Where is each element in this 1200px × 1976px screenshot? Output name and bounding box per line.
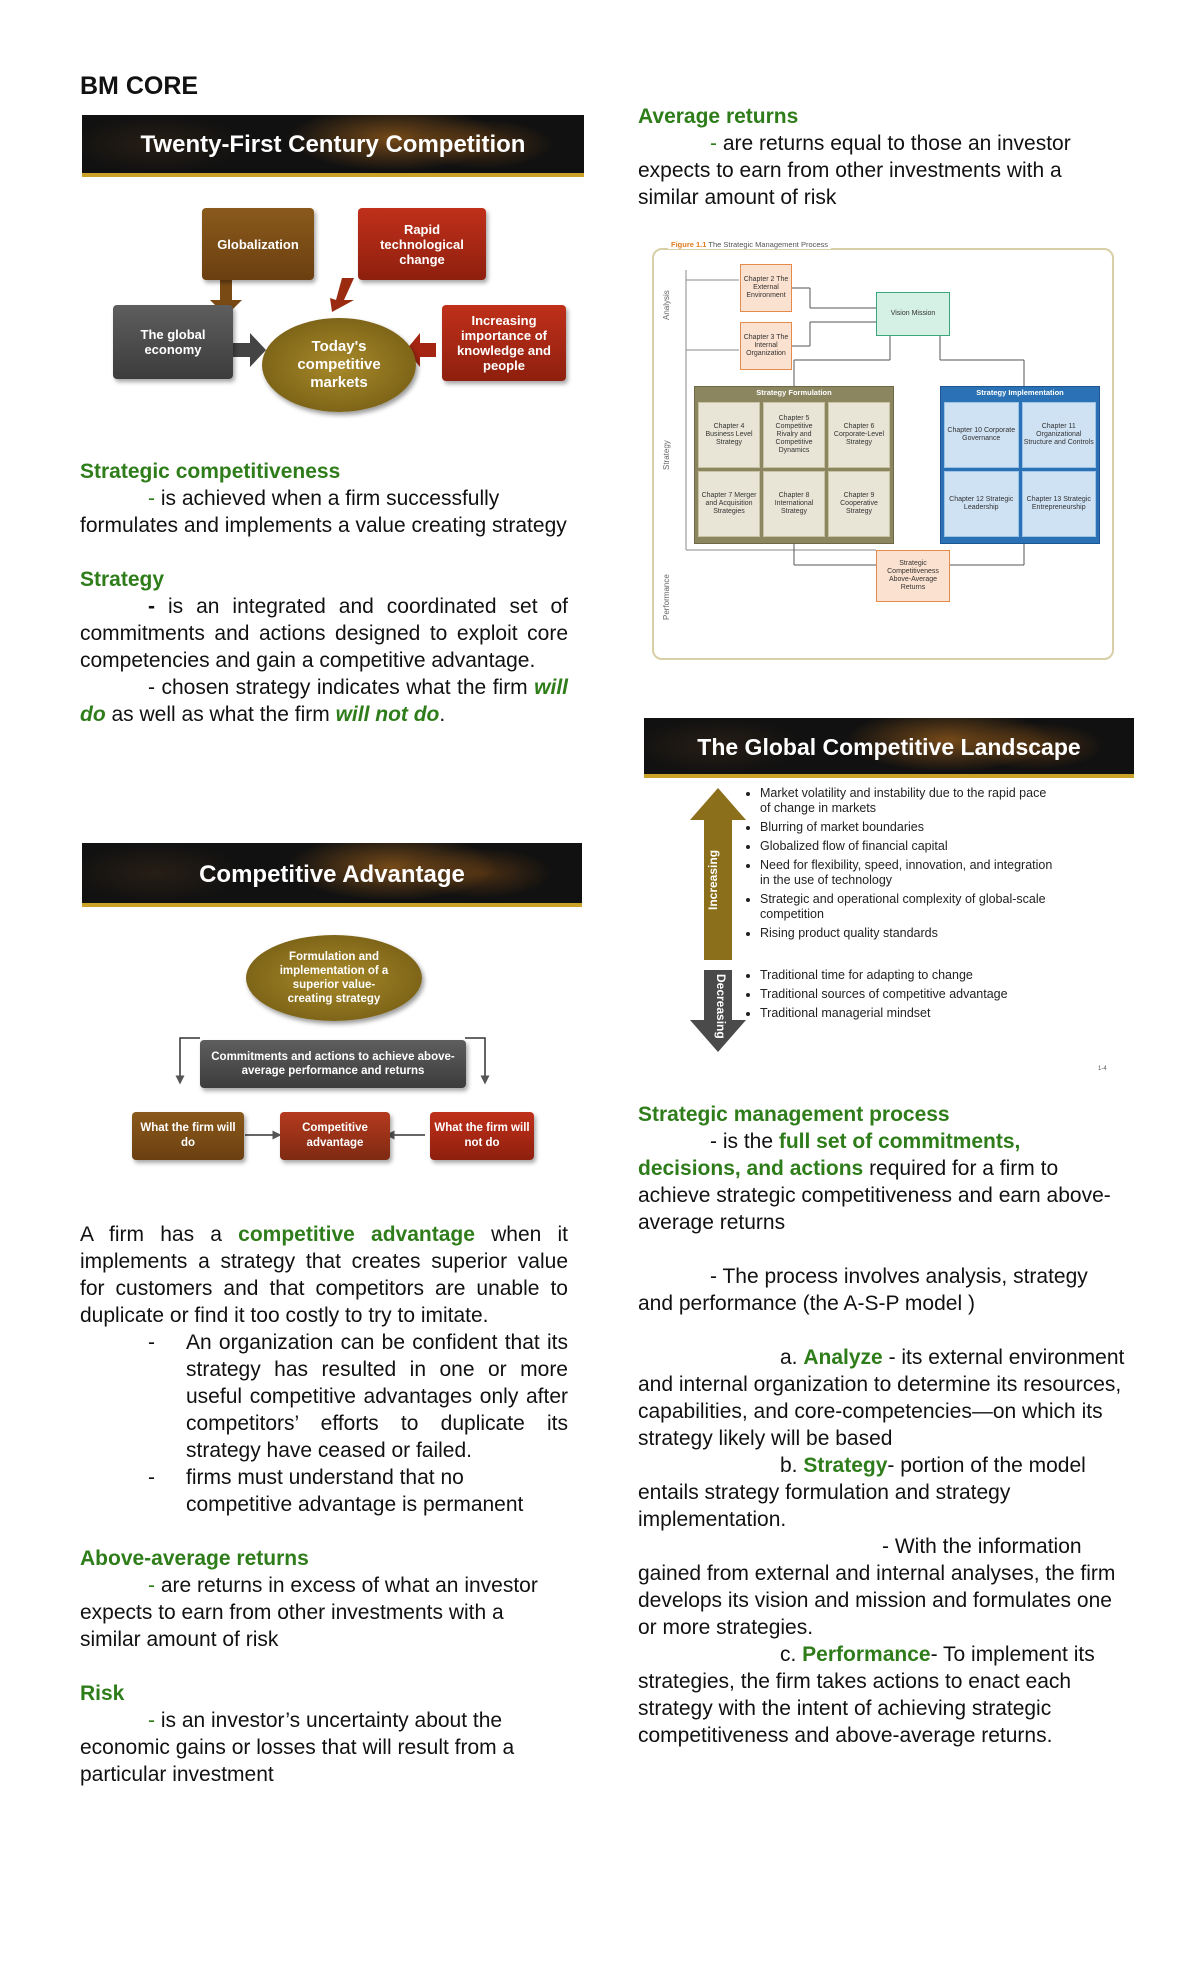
risk-heading: Risk xyxy=(80,1682,125,1705)
chapter2-box: Chapter 2 The External Environment xyxy=(740,264,792,312)
chapter3-box: Chapter 3 The Internal Organization xyxy=(740,322,792,370)
smp-term: full set of commitments, decisions, and actions xyxy=(638,1130,1021,1180)
average-returns-heading: Average returns xyxy=(638,105,799,128)
strategy-implementation-block xyxy=(940,386,1100,544)
chapter12-box: Chapter 12 Strategic Leadership xyxy=(944,471,1019,537)
ca-bullet-1 xyxy=(80,1329,568,1464)
side-label-performance: Performance xyxy=(662,574,671,620)
ca-pre: A firm has a xyxy=(80,1223,239,1246)
bullet-dash: - xyxy=(148,1331,155,1354)
analyze-label: a. xyxy=(780,1346,804,1369)
increasing-label: Increasing xyxy=(706,849,720,910)
slide2-title: Competitive Advantage xyxy=(199,861,465,888)
increasing-item: • Blurring of market boundaries xyxy=(760,820,1060,835)
smp-asp: - The process involves analysis, strategy and performance (the A-S-P model ) xyxy=(638,1265,1088,1315)
ca-bullet-2 xyxy=(80,1464,568,1518)
strategy-text: is an integrated and coordinated set of commitments and actions designed to exploit core competencies and gain a competitive advantage. xyxy=(80,595,569,672)
performance-key: Performance xyxy=(802,1643,931,1666)
slide2-banner xyxy=(82,843,582,907)
avg-dash: - xyxy=(710,132,723,155)
side-label-analysis: Analysis xyxy=(662,290,671,320)
implementation-title: Strategy Implementation xyxy=(976,388,1064,397)
global-economy-box: The global economy xyxy=(113,305,233,379)
rapid-change-box: Rapid technological change xyxy=(358,208,486,280)
strategy-def xyxy=(80,593,568,674)
strategic-competitiveness-heading: Strategic competitiveness xyxy=(80,460,341,483)
analyze-text: - its external environment and internal organization to determine its resources, capabilities, and core-competencies—on which its strategy likely will be based xyxy=(638,1346,1125,1450)
formulation-title: Strategy Formulation xyxy=(756,388,832,397)
slide3-page-number: 1-4 xyxy=(1098,1066,1107,1072)
chapter4-box: Chapter 4 Business Level Strategy xyxy=(698,402,760,468)
increasing-importance-box: Increasing importance of knowledge and people xyxy=(442,305,566,381)
arrow-rapid xyxy=(330,278,354,312)
will-do-box: What the firm will do xyxy=(132,1112,244,1160)
risk-def xyxy=(80,1707,568,1788)
will-do-end: . xyxy=(439,703,446,726)
smp-heading: Strategic management process xyxy=(638,1103,950,1126)
figure-number: Figure 1.1 xyxy=(671,240,707,249)
ca-term: competitive advantage xyxy=(238,1223,475,1246)
slide3-title: The Global Competitive Landscape xyxy=(697,734,1081,760)
slide1-title: Twenty-First Century Competition xyxy=(140,131,526,158)
average-returns-def xyxy=(638,130,1128,211)
will-do-mid: as well as what the firm xyxy=(105,703,336,726)
chapter10-box: Chapter 10 Corporate Governance xyxy=(944,402,1019,468)
smp-pre: - is the xyxy=(710,1130,779,1153)
chapter5-box: Chapter 5 Competitive Rivalry and Competitive Dynamics xyxy=(763,402,825,468)
above-average-heading: Above-average returns xyxy=(80,1547,309,1570)
ca-bullet-text: An organization can be confident that its strategy has resulted in one or more useful competitive advantages only after competitors’ efforts to duplicate its strategy have ceased or failed. xyxy=(186,1331,568,1462)
decreasing-label: Decreasing xyxy=(714,974,728,1039)
chapter11-box: Chapter 11 Organizational Structure and Controls xyxy=(1022,402,1097,468)
slide1-banner xyxy=(82,115,584,177)
increasing-list xyxy=(742,786,1060,945)
ca-bullet-text: firms must understand that no competitive advantage is permanent xyxy=(186,1466,524,1516)
left-column-top xyxy=(80,458,568,728)
smp-def xyxy=(638,1128,1128,1236)
figure-caption xyxy=(668,240,831,249)
right-column-top xyxy=(638,103,1128,211)
outcome-box: Strategic Competitiveness Above-Average Returns xyxy=(876,550,950,602)
formulation-oval: Formulation and implementation of a superior value-creating strategy xyxy=(246,935,422,1021)
commitments-bar: Commitments and actions to achieve above-average performance and returns xyxy=(200,1040,466,1088)
ca-text: when it implements a strategy that creates superior value for customers and that competitors are unable to duplicate or find it too costly to try to imitate. xyxy=(80,1223,568,1327)
strategy-text-r: - portion of the model entails strategy formulation and strategy implementation. xyxy=(638,1454,1086,1531)
performance-text: - To implement its strategies, the firm takes actions to enact each strategy with the intent of achieving strategic competitiveness and above-average returns. xyxy=(638,1643,1095,1747)
bullet-dash: - xyxy=(148,1466,155,1489)
avg-text: are returns equal to those an investor expects to earn from other investments with a similar amount of risk xyxy=(638,132,1071,209)
risk-dash: - xyxy=(148,1709,161,1732)
slide3-banner xyxy=(644,718,1134,778)
increasing-item: • Need for flexibility, speed, innovation, and integration in the use of technology xyxy=(760,858,1060,888)
chapter7-box: Chapter 7 Merger and Acquisition Strategies xyxy=(698,471,760,537)
vision-mission-box: Vision Mission xyxy=(876,292,950,336)
competitive-advantage-def xyxy=(80,1221,568,1329)
will-do-emph: will do xyxy=(80,676,568,726)
increasing-item: • Rising product quality standards xyxy=(760,926,1060,941)
increasing-item: • Market volatility and instability due to the rapid pace of change in markets xyxy=(760,786,1060,816)
arrow-economy xyxy=(230,333,266,367)
strategy-label: b. xyxy=(780,1454,804,1477)
strategy-item-2: - With the information gained from external and internal analyses, the firm develops its vision and mission and formulates one or more strategies. xyxy=(638,1535,1116,1639)
strategy-key: Strategy xyxy=(803,1454,888,1477)
sc-text: is achieved when a firm successfully formulates and implements a value creating strategy xyxy=(80,487,567,537)
decreasing-item: • Traditional managerial mindset xyxy=(760,1006,1060,1021)
strategy-dash: - xyxy=(148,595,168,618)
strategy-heading: Strategy xyxy=(80,568,165,591)
chapter6-box: Chapter 6 Corporate-Level Strategy xyxy=(828,402,890,468)
page-title: BM CORE xyxy=(80,72,199,100)
sc-dash: - xyxy=(148,487,161,510)
side-label-strategy: Strategy xyxy=(662,440,671,470)
will-not-do-box: What the firm will not do xyxy=(430,1112,534,1160)
chapter8-box: Chapter 8 International Strategy xyxy=(763,471,825,537)
figure-title: The Strategic Management Process xyxy=(708,240,829,249)
strategic-competitiveness-def xyxy=(80,485,568,539)
smp-text: required for a firm to achieve strategic competitiveness and earn above-average returns xyxy=(638,1157,1111,1234)
right-column-bottom xyxy=(638,1101,1128,1749)
analyze-item xyxy=(638,1344,1128,1452)
figure-1-1 xyxy=(652,240,1114,660)
competitive-advantage-box: Competitive advantage xyxy=(280,1112,390,1160)
increasing-item: • Globalized flow of financial capital xyxy=(760,839,1060,854)
increasing-item: • Strategic and operational complexity of global-scale competition xyxy=(760,892,1060,922)
aar-dash: - xyxy=(148,1574,161,1597)
decreasing-item: • Traditional time for adapting to change xyxy=(760,968,1060,983)
strategy-will-do xyxy=(80,674,568,728)
above-average-def xyxy=(80,1572,568,1653)
aar-text: are returns in excess of what an investor expects to earn from other investments with a similar amount of risk xyxy=(80,1574,538,1651)
globalization-box: Globalization xyxy=(202,208,314,280)
strategy-item xyxy=(638,1452,1128,1533)
decreasing-list xyxy=(742,968,1060,1025)
analyze-key: Analyze xyxy=(803,1346,883,1369)
risk-text: is an investor’s uncertainty about the economic gains or losses that will result from a particular investment xyxy=(80,1709,515,1786)
will-do-pre: - chosen strategy indicates what the firm xyxy=(148,676,535,699)
decreasing-item: • Traditional sources of competitive advantage xyxy=(760,987,1060,1002)
chapter9-box: Chapter 9 Cooperative Strategy xyxy=(828,471,890,537)
left-column-bottom xyxy=(80,1221,568,1788)
strategy-formulation-block xyxy=(694,386,894,544)
will-not-do-emph: will not do xyxy=(335,703,440,726)
performance-item xyxy=(638,1641,1128,1749)
chapter13-box: Chapter 13 Strategic Entrepreneurship xyxy=(1022,471,1097,537)
performance-label: c. xyxy=(780,1643,803,1666)
competitive-markets-ellipse: Today's competitive markets xyxy=(262,318,416,412)
